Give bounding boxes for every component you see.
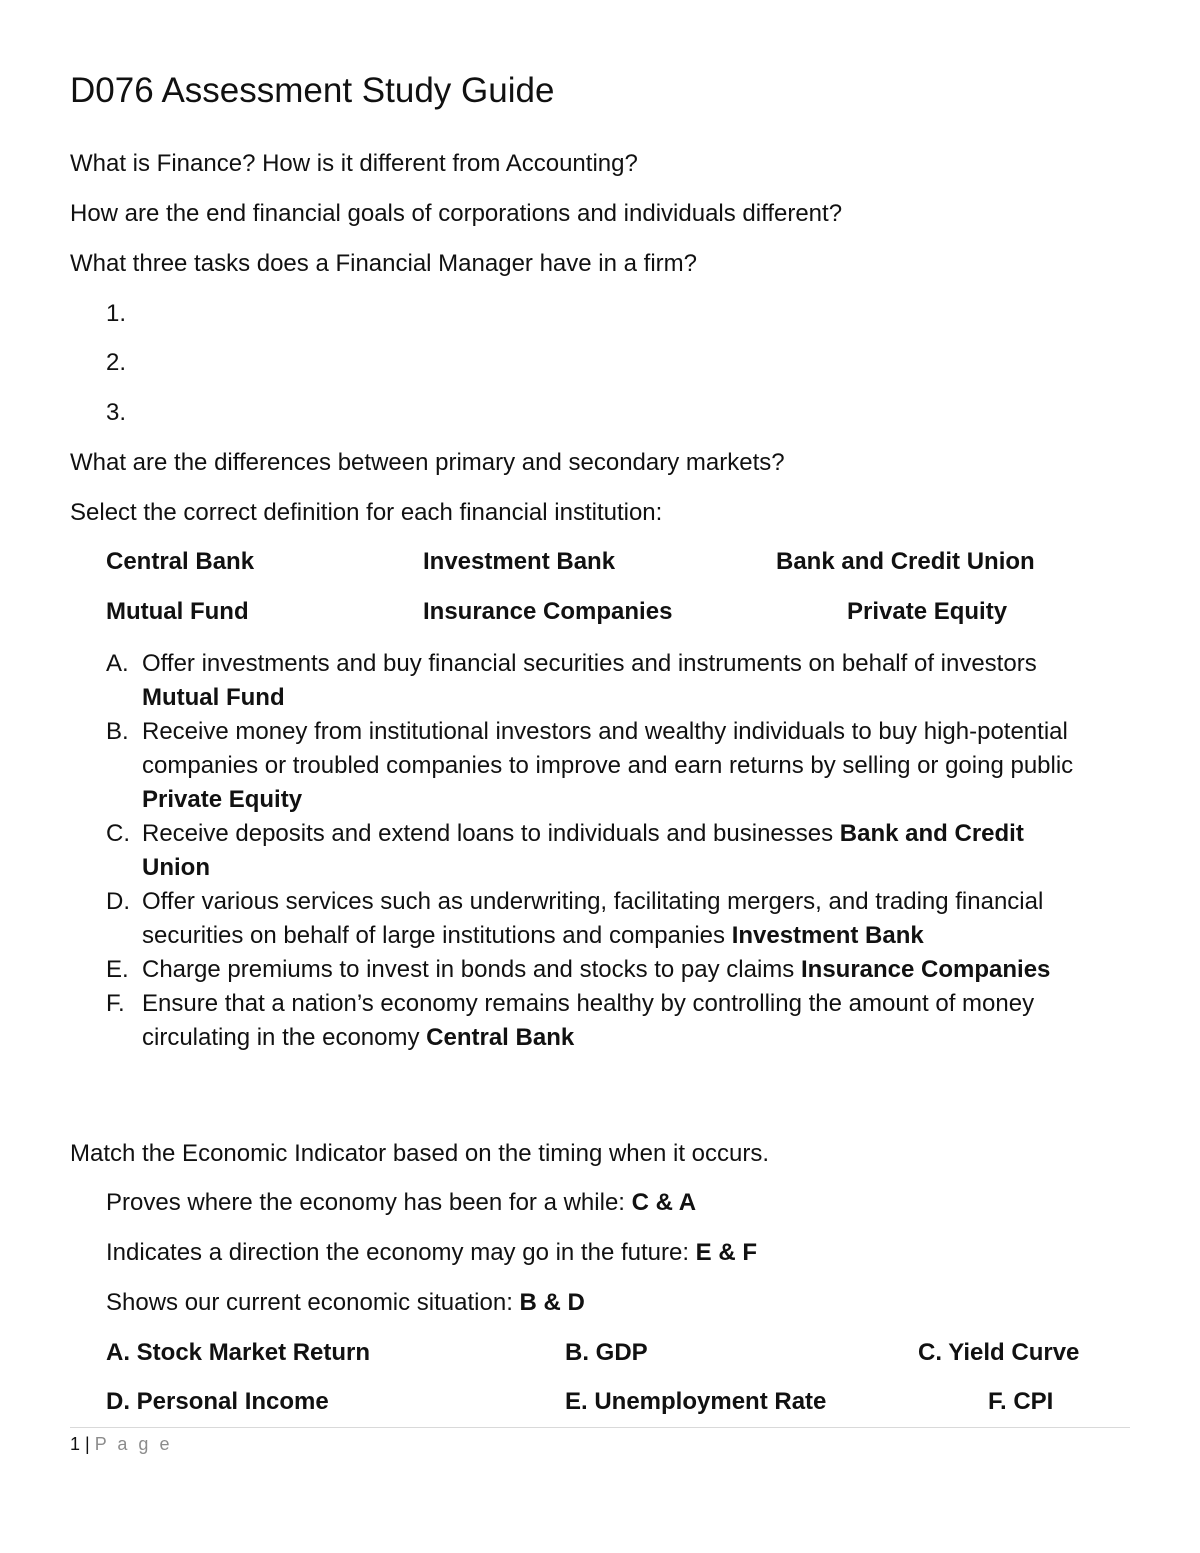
footer-divider bbox=[70, 1427, 1130, 1428]
page-label: P a g e bbox=[94, 1434, 173, 1454]
definition-answer: Mutual Fund bbox=[142, 684, 285, 711]
definition-text: Offer various services such as underwriting, facilitating mergers, and trading financial securities on behalf of large institutions and companies bbox=[142, 888, 1044, 949]
institution-investment-bank: Investment Bank bbox=[423, 548, 616, 575]
timing-text: Indicates a direction the economy may go in the future: bbox=[106, 1239, 689, 1266]
definition-item bbox=[106, 647, 1096, 715]
institution-central-bank: Central Bank bbox=[106, 548, 255, 575]
institution-insurance-companies: Insurance Companies bbox=[423, 598, 673, 625]
question-financial-goals: How are the end financial goals of corporations and individuals different? bbox=[70, 200, 843, 227]
timing-coincident bbox=[106, 1287, 585, 1319]
timing-answer: E & F bbox=[695, 1239, 758, 1266]
timing-leading bbox=[106, 1237, 757, 1269]
indicator-stock-market-return: A. Stock Market Return bbox=[106, 1339, 371, 1366]
definition-text: Charge premiums to invest in bonds and stocks to pay claims bbox=[142, 956, 795, 983]
definition-item bbox=[106, 953, 1096, 987]
definition-letter: B. bbox=[106, 718, 129, 745]
page-number: 1 bbox=[70, 1434, 81, 1454]
indicator-yield-curve: C. Yield Curve bbox=[918, 1339, 1080, 1366]
footer-separator: | bbox=[85, 1434, 90, 1454]
timing-text: Shows our current economic situation: bbox=[106, 1289, 513, 1316]
indicator-unemployment-rate: E. Unemployment Rate bbox=[565, 1388, 827, 1415]
definition-text: Ensure that a nation’s economy remains healthy by controlling the amount of money circulating in the economy bbox=[142, 990, 1035, 1051]
institution-private-equity: Private Equity bbox=[847, 598, 1008, 625]
definition-text: Receive money from institutional investors and wealthy individuals to buy high-potential companies or troubled companies to improve and earn returns by selling or going public bbox=[142, 718, 1074, 779]
definition-letter: C. bbox=[106, 820, 130, 847]
timing-lagging bbox=[106, 1187, 696, 1219]
definition-text: Receive deposits and extend loans to individuals and businesses bbox=[142, 820, 834, 847]
indicator-gdp: B. GDP bbox=[565, 1339, 648, 1366]
definition-item bbox=[106, 715, 1096, 817]
definition-letter: D. bbox=[106, 888, 130, 915]
institution-mutual-fund: Mutual Fund bbox=[106, 598, 249, 625]
definition-letter: A. bbox=[106, 650, 129, 677]
question-economic-indicator: Match the Economic Indicator based on the timing when it occurs. bbox=[70, 1140, 770, 1167]
page-footer bbox=[70, 1432, 172, 1456]
definition-text: Offer investments and buy financial securities and instruments on behalf of investors bbox=[142, 650, 1037, 677]
timing-text: Proves where the economy has been for a while: bbox=[106, 1189, 625, 1216]
definition-letter: E. bbox=[106, 956, 129, 983]
definition-item bbox=[106, 817, 1096, 885]
definition-answer: Private Equity bbox=[142, 786, 303, 813]
definition-answer: Bank and Credit Union bbox=[142, 820, 1024, 881]
indicator-personal-income: D. Personal Income bbox=[106, 1388, 329, 1415]
timing-answer: C & A bbox=[631, 1189, 697, 1216]
definition-answer: Central Bank bbox=[426, 1024, 575, 1051]
definition-list bbox=[106, 647, 1096, 1055]
document-title: D076 Assessment Study Guide bbox=[70, 71, 555, 110]
question-manager-tasks: What three tasks does a Financial Manager have in a firm? bbox=[70, 250, 697, 277]
task-number-1: 1. bbox=[106, 300, 127, 327]
definition-letter: F. bbox=[106, 990, 125, 1017]
institution-bank-credit-union: Bank and Credit Union bbox=[776, 548, 1035, 575]
timing-answer: B & D bbox=[519, 1289, 585, 1316]
task-number-3: 3. bbox=[106, 399, 127, 426]
definition-answer: Insurance Companies bbox=[800, 956, 1051, 983]
definition-item bbox=[106, 885, 1096, 953]
definition-item bbox=[106, 987, 1096, 1055]
task-number-2: 2. bbox=[106, 349, 127, 376]
definition-answer: Investment Bank bbox=[731, 922, 924, 949]
question-finance: What is Finance? How is it different from Accounting? bbox=[70, 150, 638, 177]
indicator-cpi: F. CPI bbox=[988, 1388, 1054, 1415]
question-markets: What are the differences between primary and secondary markets? bbox=[70, 449, 785, 476]
question-institutions: Select the correct definition for each financial institution: bbox=[70, 499, 663, 526]
